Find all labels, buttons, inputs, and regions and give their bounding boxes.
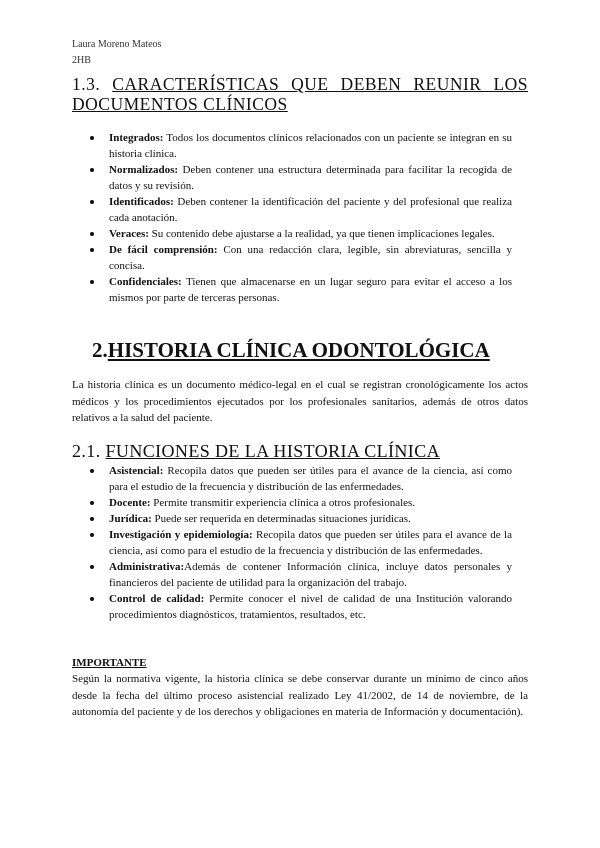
heading-2: 2.HISTORIA CLÍNICA ODONTOLÓGICA xyxy=(92,338,490,362)
list-item: Docente: Permite transmitir experiencia clínica a otros profesionales. xyxy=(88,495,512,511)
group-label: 2HB xyxy=(72,55,91,66)
list-item: Normalizados: Deben contener una estructura determinada para facilitar la recogida de datos y su revisión. xyxy=(88,162,512,194)
paragraph-definition: La historia clínica es un documento médico-legal en el cual se registran cronológicamente los actos médicos y los procedimientos ejecutados por los profesionales sanitarios, además de otros datos relativos a la salud del paciente. xyxy=(72,379,528,424)
list-item: Integrados: Todos los documentos clínicos relacionados con un paciente se integran en su historia clínica. xyxy=(88,130,512,162)
heading-title: CARACTERÍSTICAS QUE DEBEN REUNIR LOS DOCUMENTOS CLÍNICOS xyxy=(72,74,529,114)
heading-1-3 xyxy=(72,74,528,114)
list-item: Veraces: Su contenido debe ajustarse a la realidad, ya que tienen implicaciones legales. xyxy=(88,226,512,242)
functions-list xyxy=(72,463,512,623)
heading-title: FUNCIONES DE LA HISTORIA CLÍNICA xyxy=(105,441,440,461)
list-item: Asistencial: Recopila datos que pueden ser útiles para el avance de la ciencia, así como para el estudio de la frecuencia y distribución de las enfermedades. xyxy=(88,463,512,495)
list-item: Administrativa:Además de contener Información clínica, incluye datos personales y financieros del paciente de utilidad para la organización del trabajo. xyxy=(88,559,512,591)
list-item: Identificados: Deben contener la identificación del paciente y del profesional que realiza cada anotación. xyxy=(88,194,512,226)
important-label: IMPORTANTE xyxy=(72,657,147,669)
list-item: Jurídica: Puede ser requerida en determinadas situaciones jurídicas. xyxy=(88,511,512,527)
author-name: Laura Moreno Mateos xyxy=(72,39,162,50)
characteristics-list xyxy=(72,130,512,306)
heading-2-1: 2.1. FUNCIONES DE LA HISTORIA CLÍNICA xyxy=(72,441,440,461)
heading-number: 1.3. xyxy=(72,74,101,94)
list-item: Investigación y epidemiología: Recopila datos que pueden ser útiles para el avance de la ciencia, así como para el estudio de la frecuencia y distribución de las enfermedades. xyxy=(88,527,512,559)
list-item: Control de calidad: Permite conocer el nivel de calidad de una Institución valorando procedimientos diagnósticos, tratamientos, resultados, etc. xyxy=(88,591,512,623)
important-paragraph: Según la normativa vigente, la historia clínica se debe conservar durante un mínimo de cinco años desde la fecha del último proceso asistencial realizado Ley 41/2002, de 14 de noviembre, de la autonomía del paciente y de los derechos y obligaciones en materia de Información y documentación). xyxy=(72,673,528,718)
page-header xyxy=(72,37,528,69)
list-item: Confidenciales: Tienen que almacenarse en un lugar seguro para evitar el acceso a los mismos por parte de terceras personas. xyxy=(88,274,512,306)
heading-title: HISTORIA CLÍNICA ODONTOLÓGICA xyxy=(107,338,490,362)
list-item: De fácil comprensión: Con una redacción clara, legible, sin abreviaturas, sencilla y concisa. xyxy=(88,242,512,274)
